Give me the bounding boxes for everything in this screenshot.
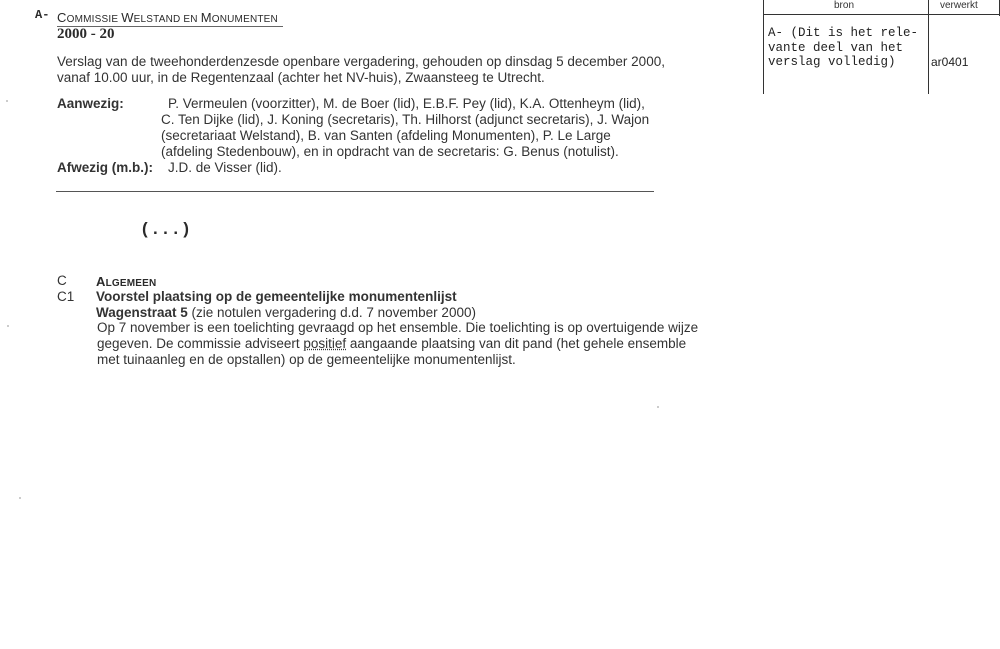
commission-initial-m: M: [200, 10, 212, 25]
present-line-4: (afdeling Stedenbouw), en in opdracht van de secretaris: G. Benus (notulist).: [161, 144, 619, 159]
section-title: [96, 274, 156, 289]
scan-speck: [657, 406, 659, 408]
text-line-2-end: aangaande plaatsing van dit pand (het gehele ensemble: [346, 336, 687, 351]
section-divider: [56, 191, 654, 192]
absent-value: J.D. de Visser (lid).: [168, 160, 282, 175]
section-title-initial: A: [96, 274, 106, 289]
section-letter: C: [57, 273, 67, 288]
source-note: A- (Dit is het rele- vante deel van het verslag volledig): [768, 26, 919, 69]
scan-speck: [6, 100, 8, 102]
item-code: C1: [57, 289, 75, 304]
scan-speck: [19, 497, 21, 499]
text-line-2-start: gegeven. De commissie adviseert: [97, 336, 304, 351]
present-label: Aanwezig:: [57, 96, 124, 111]
report-number: 2000 - 20: [57, 26, 115, 42]
commission-part-1: OMMISSIE: [66, 14, 122, 25]
intro-line-1: Verslag van de tweehonderdenzesde openbare vergadering, gehouden op dinsdag 5 december 2000,: [57, 54, 665, 69]
commission-part-3: ONUMENTEN: [211, 14, 278, 25]
address-rest: (zie notulen vergadering d.d. 7 november 2000): [187, 305, 476, 320]
emphasized-word: positief: [303, 336, 347, 351]
present-line-3: (secretariaat Welstand), B. van Santen (afdeling Monumenten), P. Le Large: [161, 128, 611, 143]
table-header-rule: [763, 14, 1000, 15]
item-text-line-3: met tuinaanleg en de opstallen) op de gemeentelijke monumentenlijst.: [97, 352, 516, 367]
header-verwerkt: verwerkt: [940, 0, 978, 11]
margin-marker: A-: [35, 8, 50, 22]
omission-marker: (...): [140, 221, 192, 240]
item-text-line-2: [97, 336, 686, 352]
item-text-line-1: Op 7 november is een toelichting gevraagd op het ensemble. Die toelichting is op overtuigende wijze: [97, 320, 699, 335]
commission-part-2: ELSTAND EN: [133, 14, 201, 25]
scan-speck: [7, 325, 9, 327]
source-table: [763, 0, 1000, 94]
present-line-1: P. Vermeulen (voorzitter), M. de Boer (lid), E.B.F. Pey (lid), K.A. Ottenheym (lid),: [168, 96, 645, 111]
commission-initial: C: [57, 10, 67, 25]
present-line-2: C. Ten Dijke (lid), J. Koning (secretaris), Th. Hilhorst (adjunct secretaris), J. Wajon: [161, 112, 650, 127]
intro-line-2: vanaf 10.00 uur, in de Regentenzaal (achter het NV-huis), Zwaansteeg te Utrecht.: [57, 70, 545, 85]
section-title-rest: LGEMEEN: [105, 278, 157, 289]
item-address: [96, 305, 476, 321]
address-bold: Wagenstraat 5: [96, 305, 188, 320]
commission-heading: [57, 10, 278, 25]
absent-label: Afwezig (m.b.):: [57, 160, 153, 175]
commission-initial-w: W: [121, 10, 134, 25]
item-title: Voorstel plaatsing op de gemeentelijke monumentenlijst: [96, 289, 457, 304]
source-code: ar0401: [931, 55, 969, 69]
header-bron: bron: [834, 0, 855, 11]
